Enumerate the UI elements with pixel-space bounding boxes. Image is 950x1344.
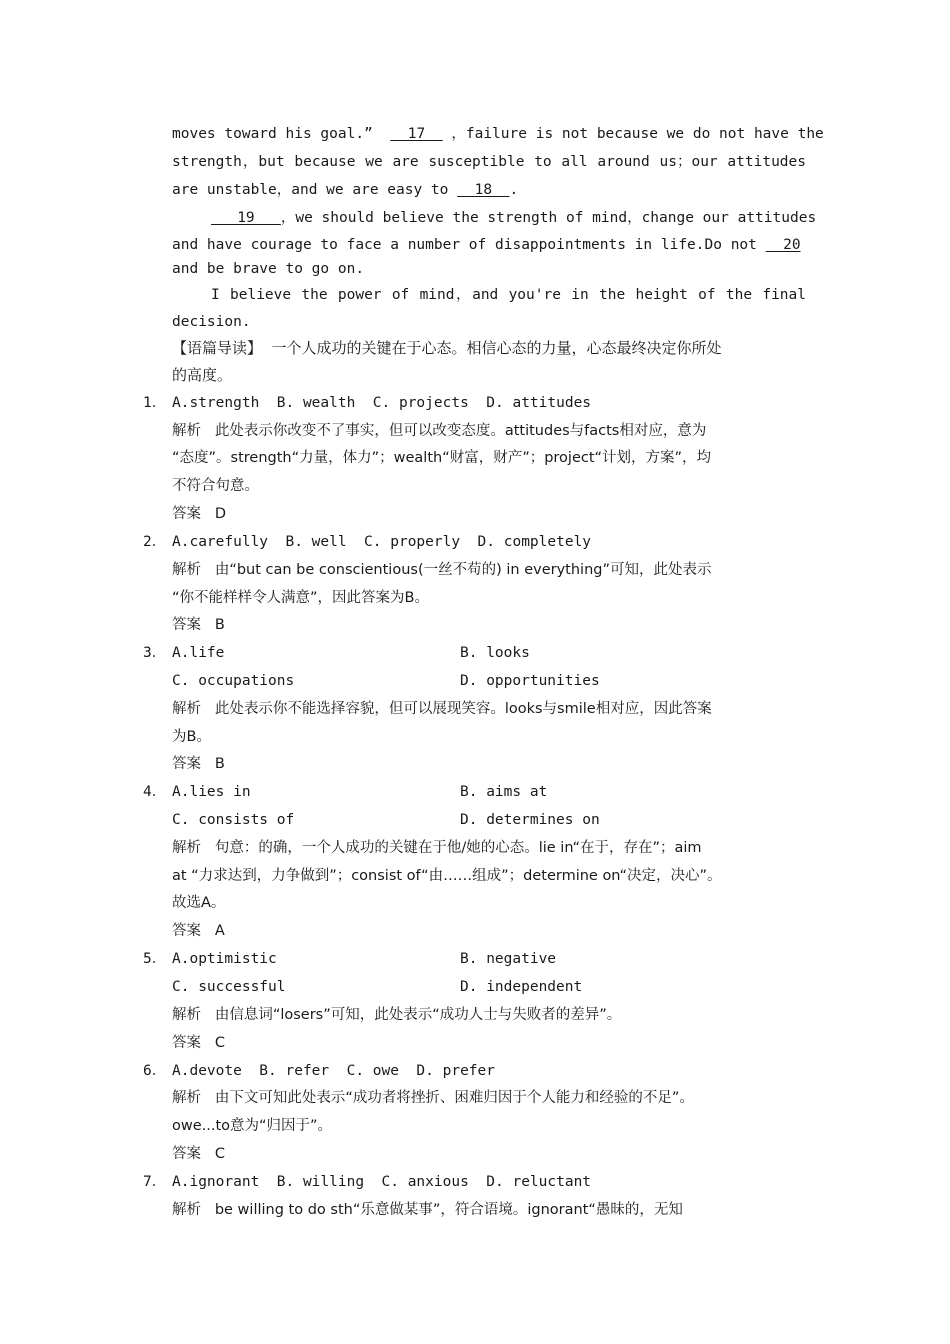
answer-line: 答案 B	[172, 756, 225, 772]
option-d: D. opportunities	[460, 673, 600, 689]
passage-text: ，failure is not because we do not have the	[442, 126, 824, 142]
blank-19: 19	[211, 210, 281, 226]
reading-guide-cont: 的高度。	[172, 366, 233, 384]
question-options: A.carefully B. well C. properly D. completely	[172, 534, 592, 550]
explanation-line: at “力求达到，力争做到”；consist of“由……组成”；determine on“决定，决心”。	[172, 868, 722, 884]
blank-18: 18	[457, 182, 510, 198]
explanation-line: owe...to意为“归因于”。	[172, 1118, 333, 1134]
option-d: D. determines on	[460, 812, 600, 828]
option-b: B. aims at	[460, 784, 548, 800]
question-number: 7．	[143, 1174, 167, 1190]
passage-text: are unstable，and we are easy to	[172, 182, 458, 198]
explanation-line: 解析 由信息词“losers”可知，此处表示“成功人士与失败者的差异”。	[172, 1007, 622, 1023]
passage-line	[172, 124, 824, 144]
answer-line: 答案 B	[172, 617, 225, 633]
question-number: 4．	[143, 784, 167, 800]
explanation-line: 解析 be willing to do sth“乐意做某事”，符合语境。ignorant“愚昧的，无知	[172, 1202, 683, 1218]
passage-line: strength，but because we are susceptible to all around us；our attitudes	[172, 154, 806, 170]
explanation-line: 解析 此处表示你改变不了事实，但可以改变态度。attitudes与facts相对应，意为	[172, 423, 707, 439]
option-c: C. successful	[172, 979, 286, 995]
answer-line: 答案 D	[172, 506, 226, 522]
option-c: C. consists of	[172, 812, 295, 828]
guide-text: 一个人成功的关键在于心态。相信心态的力量，心态最终决定你所处	[262, 339, 722, 357]
explanation-line: 不符合句意。	[172, 478, 259, 494]
explanation-line: 解析 此处表示你不能选择容貌，但可以展现笑容。looks与smile相对应，因此答案	[172, 701, 712, 717]
option-b: B. looks	[460, 645, 530, 661]
passage-text: ，we should believe the strength of mind，change our attitudes	[280, 210, 817, 226]
question-number: 2．	[143, 534, 167, 550]
explanation-line: “你不能样样令人满意”，因此答案为B。	[172, 590, 429, 606]
passage-line: I believe the power of mind，and you're in the height of the final	[211, 287, 806, 303]
blank-20: 20	[765, 237, 801, 253]
explanation-line: “态度”。strength“力量，体力”；wealth“财富，财产”；project“计划，方案”，均	[172, 450, 712, 466]
question-number: 3．	[143, 645, 167, 661]
explanation-line: 解析 由下文可知此处表示“成功者将挫折、困难归因于个人能力和经验的不足”。	[172, 1090, 694, 1106]
option-a: A.optimistic	[172, 951, 277, 967]
passage-text: .	[509, 182, 519, 198]
question-options: A.devote B. refer C. owe D. prefer	[172, 1063, 496, 1079]
answer-line: 答案 C	[172, 1035, 225, 1051]
option-d: D. independent	[460, 979, 583, 995]
question-number: 6．	[143, 1063, 167, 1079]
passage-line	[211, 208, 816, 228]
option-a: A.lies in	[172, 784, 251, 800]
passage-line: and be brave to go on.	[172, 261, 365, 277]
explanation-line: 为B。	[172, 729, 211, 745]
passage-line	[172, 180, 518, 200]
question-options: A.strength B. wealth C. projects D. attitudes	[172, 395, 592, 411]
question-options: A.ignorant B. willing C. anxious D. reluctant	[172, 1174, 592, 1190]
question-number: 1．	[143, 395, 167, 411]
reading-guide	[172, 338, 722, 358]
explanation-line: 解析 由“but can be conscientious(一丝不苟的) in everything”可知，此处表示	[172, 562, 712, 578]
explanation-line: 故选A。	[172, 895, 226, 911]
option-c: C. occupations	[172, 673, 295, 689]
question-number: 5．	[143, 951, 167, 967]
passage-text: and have courage to face a number of disappointments in life.Do not	[172, 237, 766, 253]
option-b: B. negative	[460, 951, 557, 967]
guide-label: 【语篇导读】	[172, 339, 263, 357]
answer-line: 答案 A	[172, 923, 225, 939]
passage-line	[172, 235, 801, 255]
blank-17: 17	[390, 126, 443, 142]
option-a: A.life	[172, 645, 225, 661]
passage-text: moves toward his goal.”	[172, 126, 391, 142]
passage-line: decision.	[172, 314, 251, 330]
explanation-line: 解析 句意：的确，一个人成功的关键在于他/她的心态。lie in“在于，存在”；aim	[172, 840, 702, 856]
answer-line: 答案 C	[172, 1146, 225, 1162]
